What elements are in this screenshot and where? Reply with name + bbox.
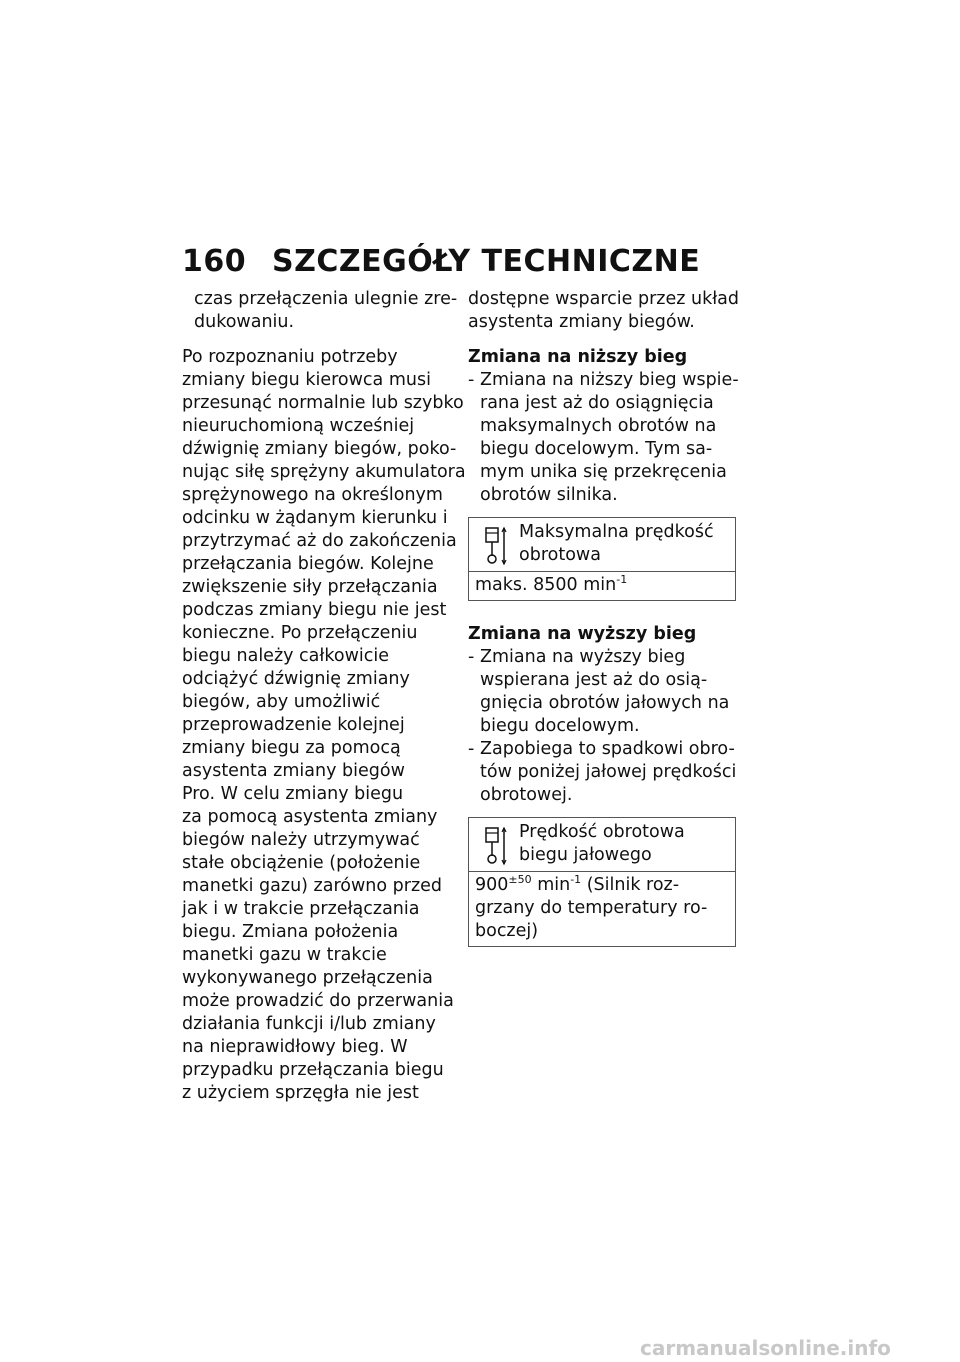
downshift-bullet <box>468 369 738 507</box>
text-line: biegu docelowym. <box>480 716 640 736</box>
text-line: Po rozpoznaniu potrzeby <box>182 347 398 367</box>
text-line: przeprowadzenie kolejnej <box>182 715 405 735</box>
text-line: dźwignię zmiany biegów, poko- <box>182 439 457 459</box>
text-line: zmiany biegu kierowca musi <box>182 370 431 390</box>
text-line: biegu docelowym. Tym sa- <box>480 439 713 459</box>
main-paragraph <box>182 346 466 1105</box>
text-line: biegu należy całkowicie <box>182 646 390 666</box>
spec-value-row <box>469 572 735 600</box>
text-line: wspierana jest aż do osią- <box>480 670 708 690</box>
bullet-dash: - <box>468 370 475 390</box>
continuation-text <box>182 288 458 334</box>
downshift-heading: Zmiana na niższy bieg <box>468 347 688 367</box>
text-line: biegów należy utrzymywać <box>182 830 420 850</box>
spec-note: (Silnik roz- <box>581 875 680 895</box>
text-line: Zmiana na niższy bieg wspie- <box>480 370 739 390</box>
text-line: za pomocą asystenta zmiany <box>182 807 438 827</box>
text-line: dostępne wsparcie przez układ <box>468 289 740 309</box>
left-column <box>182 288 466 1105</box>
text-line: maksymalnych obrotów na <box>480 416 717 436</box>
spec-label-row <box>469 818 735 872</box>
text-line: nując siłę sprężyny akumulatora <box>182 462 466 482</box>
watermark: carmanualsonline.info <box>640 1336 891 1360</box>
spec-note-line: boczej) <box>475 921 539 941</box>
text-line: mym unika się przekręcenia <box>480 462 727 482</box>
engine-piston-icon <box>483 826 509 866</box>
text-line: manetki gazu) zarówno przed <box>182 876 443 896</box>
spec-label-line: biegu jałowego <box>519 845 652 865</box>
text-line: biegów, aby umożliwić <box>182 692 381 712</box>
idle-rpm-spec-box <box>468 817 736 947</box>
text-line: podczas zmiany biegu nie jest <box>182 600 447 620</box>
spec-label-row <box>469 518 735 572</box>
text-line: przytrzymać aż do zakończenia <box>182 531 457 551</box>
text-line: działania funkcji i/lub zmiany <box>182 1014 436 1034</box>
text-line: Zmiana na wyższy bieg <box>480 647 686 667</box>
spec-label-line: Maksymalna prędkość <box>519 522 714 542</box>
text-line: biegu. Zmiana położenia <box>182 922 399 942</box>
right-column <box>468 288 738 947</box>
bullet-dash: - <box>468 647 475 667</box>
bullet-dash: - <box>468 739 475 759</box>
spec-value-row <box>469 872 735 946</box>
text-line: przesunąć normalnie lub szybko <box>182 393 464 413</box>
spec-label-line: obrotowa <box>519 545 601 565</box>
text-line: odcinku w żądanym kierunku i <box>182 508 448 528</box>
spec-tolerance: ±50 <box>508 873 532 886</box>
upshift-heading: Zmiana na wyższy bieg <box>468 624 697 644</box>
text-line: zwiększenie siły przełączania <box>182 577 438 597</box>
spec-unit: min <box>531 875 571 895</box>
text-line: na nieprawidłowy bieg. W <box>182 1037 408 1057</box>
spec-value: 900 <box>475 875 509 895</box>
text-line: Zapobiega to spadkowi obro- <box>480 739 735 759</box>
text-line: przypadku przełączania biegu <box>182 1060 444 1080</box>
page-number: 160 <box>182 244 247 279</box>
text-line: jak i w trakcie przełączania <box>182 899 420 919</box>
text-line: rana jest aż do osiągnięcia <box>480 393 714 413</box>
spec-value: maks. 8500 min <box>475 575 617 595</box>
text-line: tów poniżej jałowej prędkości <box>480 762 737 782</box>
text-line: Pro. W celu zmiany biegu <box>182 784 404 804</box>
text-line: odciążyć dźwignię zmiany <box>182 669 410 689</box>
text-line: stałe obciążenie (położenie <box>182 853 421 873</box>
spec-note-line: grzany do temperatury ro- <box>475 898 708 918</box>
text-line: zmiany biegu za pomocą <box>182 738 401 758</box>
text-line: obrotowej. <box>480 785 573 805</box>
engine-piston-icon <box>483 526 509 566</box>
text-line: sprężynowego na określonym <box>182 485 443 505</box>
page-header <box>182 244 700 279</box>
text-line: obrotów silnika. <box>480 485 618 505</box>
text-line: z użyciem sprzęgła nie jest <box>182 1083 419 1103</box>
text-line: asystenta zmiany biegów. <box>468 312 695 332</box>
spec-unit-exponent: -1 <box>570 873 582 886</box>
upshift-bullet-2 <box>468 738 738 807</box>
text-line: czas przełączenia ulegnie zre- <box>194 289 458 309</box>
text-line: może prowadzić do przerwania <box>182 991 454 1011</box>
page-title: SZCZEGÓŁY TECHNICZNE <box>272 244 701 279</box>
text-line: nieuruchomioną wcześniej <box>182 416 415 436</box>
upshift-bullet-1 <box>468 646 738 738</box>
text-line: wykonywanego przełączenia <box>182 968 433 988</box>
text-line: gnięcia obrotów jałowych na <box>480 693 730 713</box>
text-line: dukowaniu. <box>194 312 295 332</box>
spec-label-line: Prędkość obrotowa <box>519 822 685 842</box>
text-line: konieczne. Po przełączeniu <box>182 623 418 643</box>
max-rpm-spec-box <box>468 517 736 601</box>
text-line: manetki gazu w trakcie <box>182 945 387 965</box>
text-line: asystenta zmiany biegów <box>182 761 405 781</box>
text-line: przełączania biegów. Kolejne <box>182 554 434 574</box>
spec-value-exponent: -1 <box>616 573 628 586</box>
